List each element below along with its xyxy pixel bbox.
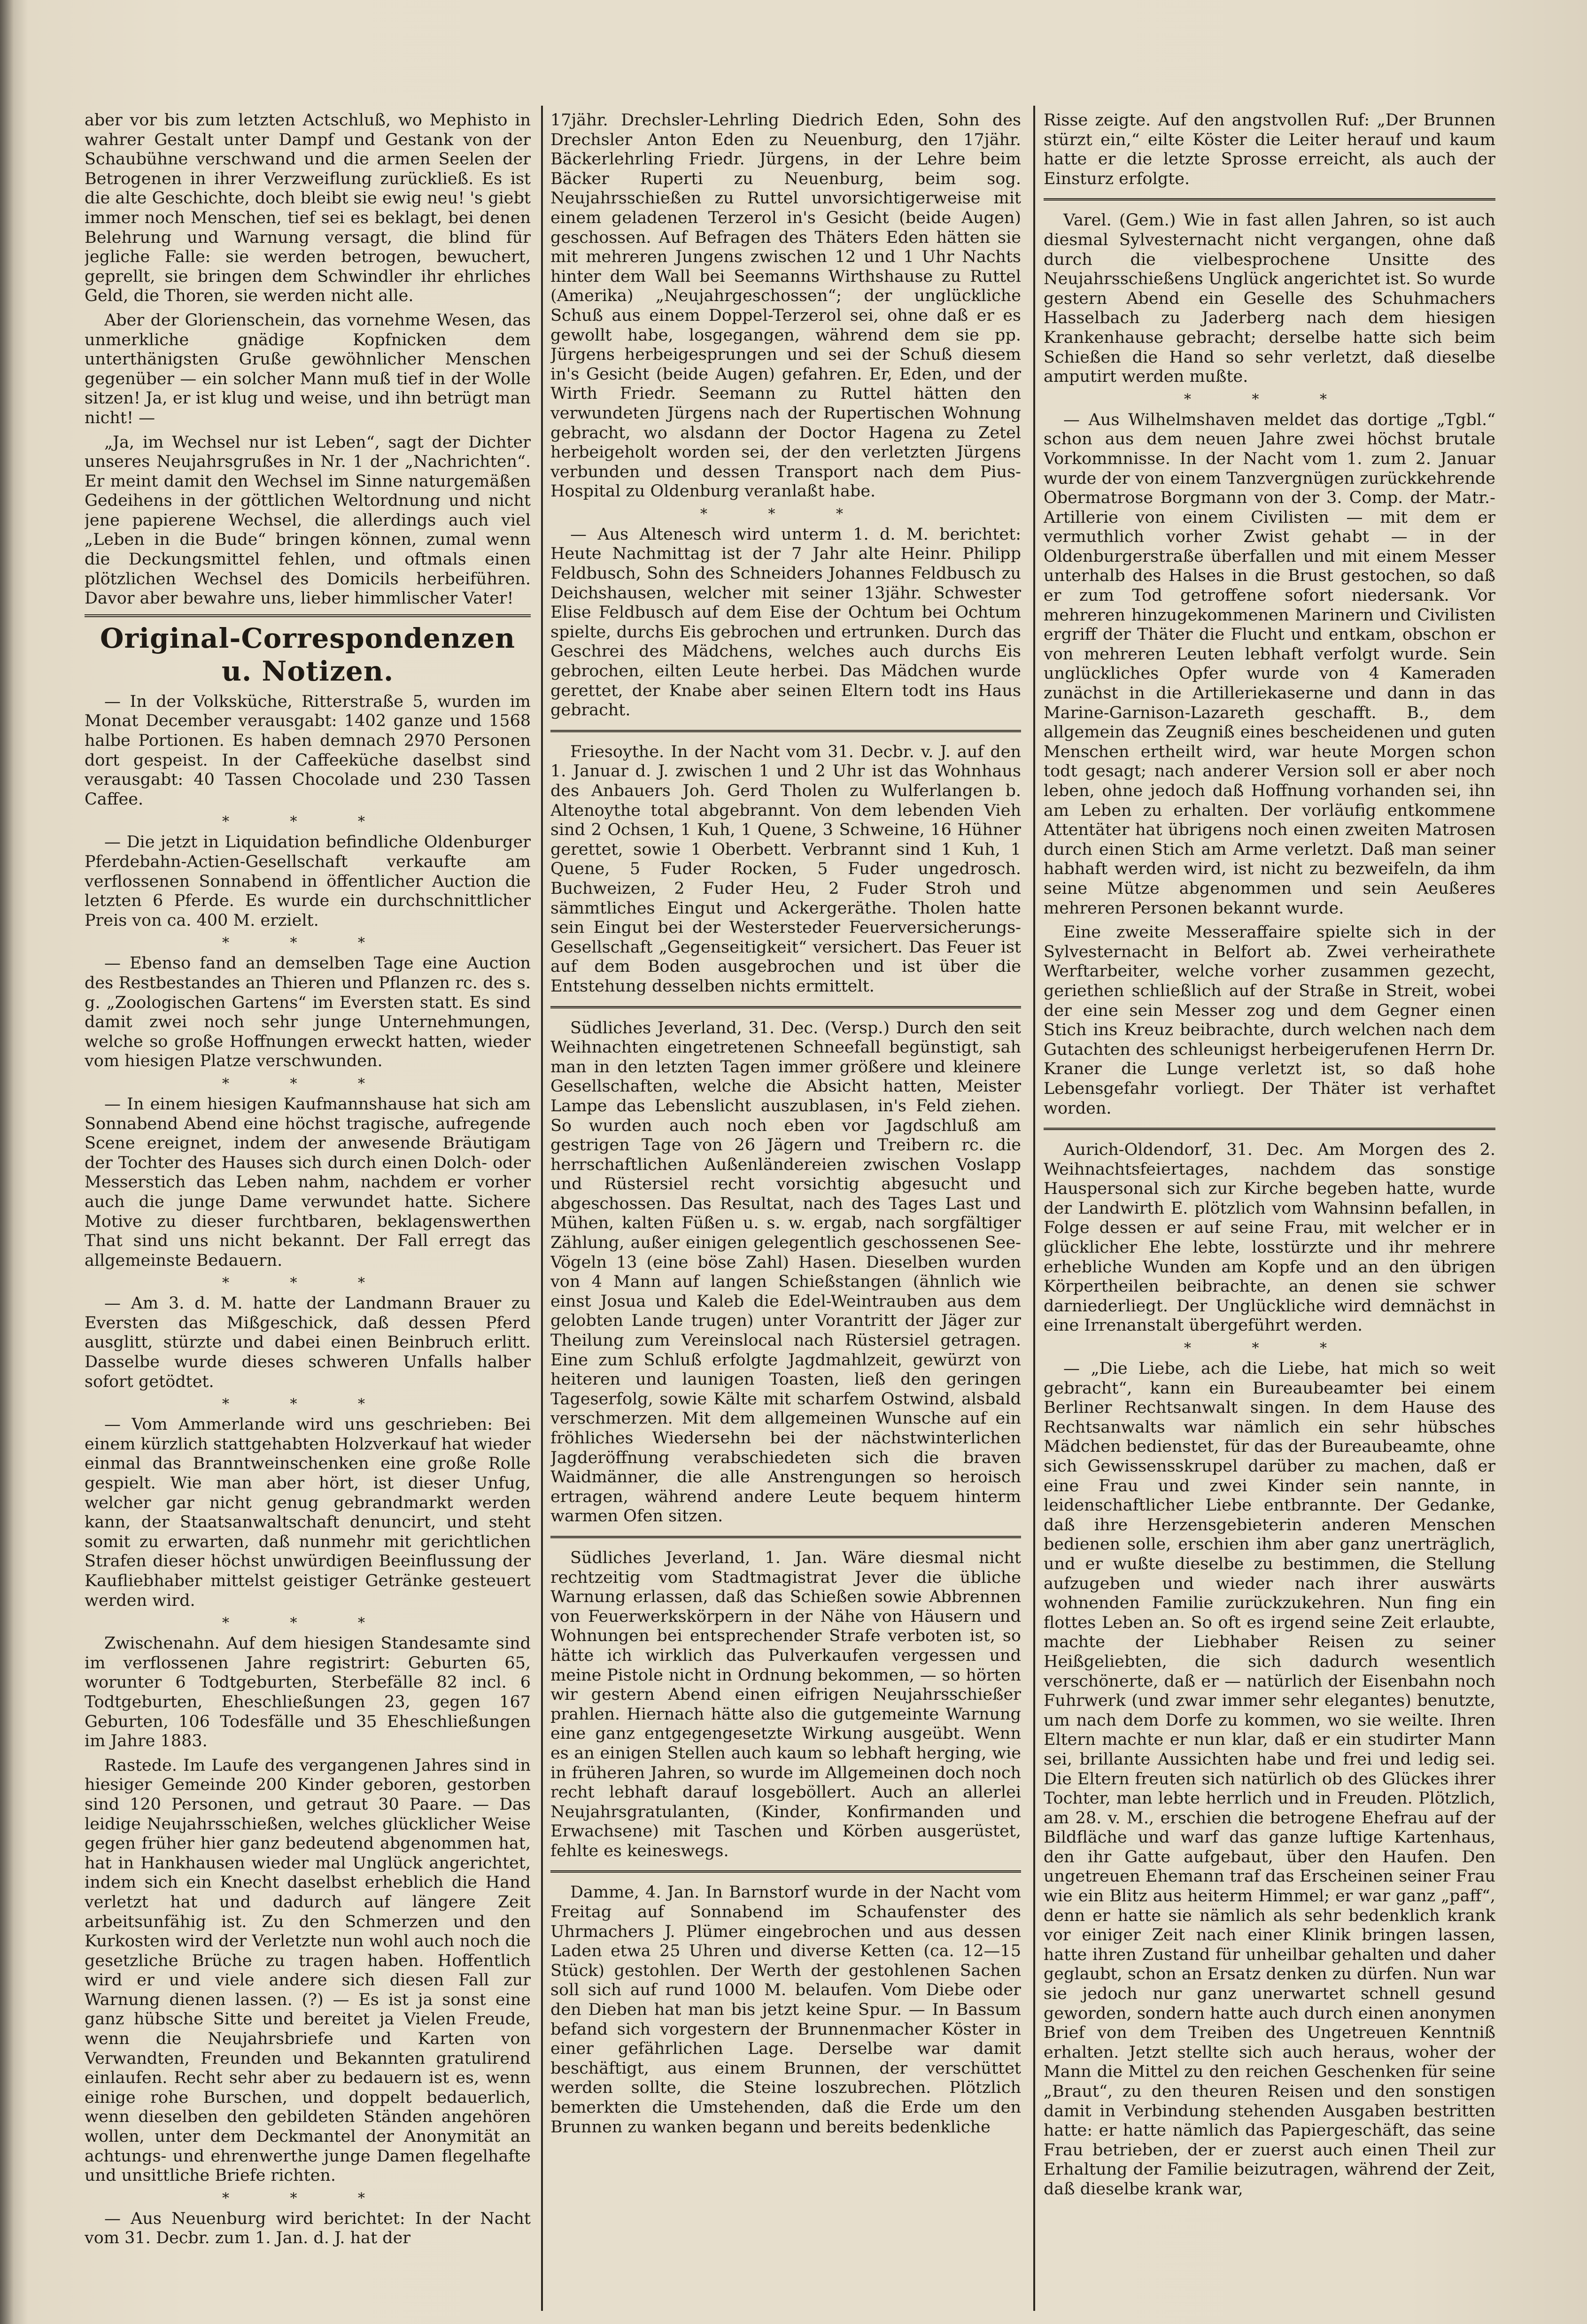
section-title: Original-Correspondenzen u. Notizen. bbox=[85, 614, 531, 688]
notice: Eine zweite Messeraffaire spielte sich in der Sylvesternacht in Belfort ab. Zwei verheirathete Werftarbeiter, welche vorher zusammen gezecht, geriethen schließlich auf der Straße in Streit, wobei der eine sein Messer zog und dem Gegner einen Stich ins Kreuz beibrachte, durch welchen nach dem Gutachten des schleunigst herbeigerufenen Herrn Dr. Kraner die Lunge verletzt ist, so daß hohe Lebensgefahr vorliegt. Der Thäter ist verhaftet worden. bbox=[1044, 923, 1495, 1118]
separator-stars: * * * bbox=[222, 1275, 394, 1292]
article-divider bbox=[550, 730, 1021, 732]
notice: — Aus Wilhelmshaven meldet das dortige „Tgbl.“ schon aus dem neuen Jahre zwei höchst brutale Vorkommnisse. In der Nacht vom 1. zum 2. Januar wurde der von einem Tanzvergnügen zurückkehrende Obermatrose Borgmann von der 3. Comp. der Matr.-Artillerie von einem Civilisten — mit dem er vermuthlich vorher Zwist gehabt — in der Oldenburgerstraße überfallen und mit einem Messer unterhalb des Halses in die Brust gestochen, so daß er zum Tod getroffene sofort niedersank. Vor mehreren hinzugekommenen Marinern und Civilisten ergriff der Thäter die Flucht und entkam, obschon er von mehreren Leuten lebhaft verfolgt wurde. Sein unglückliches Opfer wurde von 4 Kameraden zunächst in die Artilleriekaserne und dann in das Marine-Garnison-Lazareth geschafft. B., dem allgemein das Zeugniß eines bescheidenen und guten Menschen ertheilt wird, war heute Morgen schon todt gesagt; nach anderer Version soll er aber noch leben, ohne jedoch daß Hoffnung vorhanden sei, ihn am Leben zu erhalten. Der vorläufig entkommene Attentäter hat übrigens noch einen zweiten Matrosen durch einen Stich am Arme verletzt. Daß man seiner habhaft werden wird, ist nicht zu bezweifeln, da ihm seine Mütze abgenommen und sein Aeußeres mehreren Personen bekannt wurde. bbox=[1044, 410, 1495, 918]
article-text: Risse zeigte. Auf den angstvollen Ruf: „Der Brunnen stürzt ein,“ eilte Köster die Leiter herauf und kaum hatte er die letzte Sprosse erreicht, als auch der Einsturz erfolgte. bbox=[1044, 111, 1495, 188]
article-divider bbox=[1044, 198, 1495, 201]
article-text: 17jähr. Drechsler-Lehrling Diedrich Eden, Sohn des Drechsler Anton Eden zu Neuenburg, den 17jähr. Bäckerlehrling Friedr. Jürgens, in der Lehre beim Bäcker Ruperti zu Neuenburg, beim sog. Neujahrsschießen zu Ruttel unvorsichtigerweise mit einem geladenen Terzerol in's Gesicht (beide Augen) geschossen. Auf Befragen des Thäters Eden hätten sie mit mehreren Jungens zwischen 12 und 1 Uhr Nachts hinter dem Wall bei Seemanns Wirthshause zu Ruttel (Amerika) „Neujahrgeschossen“; der unglückliche Schuß aus einem Doppel-Terzerol sei, ohne daß er es gewollt habe, losgegangen, während dem sie pp. Jürgens herbeigesprungen und sei der Schuß diesem in's Gesicht (beide Augen) gefahren. Er, Eden, und der Wirth Friedr. Seemann zu Ruttel hätten den verwundeten Jürgens nach der Rupertischen Wohnung gebracht, wo alsdann der Doctor Hagena zu Zetel herbeigeholt worden sei, der den verletzten Jürgens verbunden und dessen Transport nach dem Pius-Hospital zu Oldenburg veranlaßt habe. bbox=[550, 111, 1021, 501]
separator-stars: * * * bbox=[222, 1396, 394, 1413]
separator-stars: * * * bbox=[1184, 391, 1355, 408]
column-rule bbox=[1033, 106, 1035, 2311]
notice: Damme, 4. Jan. In Barnstorf wurde in der Nacht vom Freitag auf Sonnabend im Schaufenster des Uhrmachers J. Plümer eingebrochen und aus dessen Laden etwa 25 Uhren und diverse Ketten (ca. 12—15 Stück) gestohlen. Der Werth der gestohlenen Sachen soll sich auf rund 1000 M. belaufen. Vom Diebe oder den Dieben hat man bis jetzt keine Spur. — In Bassum befand sich vorgestern der Brunnenmacher Köster in einer gefährlichen Lage. Derselbe war damit beschäftigt, aus einem Brunnen, der verschüttet werden sollte, die Steine loszubrechen. Plötzlich bemerkten die Umstehenden, daß die Erde um den Brunnen zu wanken begann und bereits bedenkliche bbox=[550, 1883, 1021, 2137]
notice: Südliches Jeverland, 31. Dec. (Versp.) Durch den seit Weihnachten eingetretenen Schneefall begünstigt, sah man in den letzten Tagen immer größere und kleinere Gesellschaften, welche die Absicht hatten, Meister Lampe das Lebenslicht auszublasen, in's Feld ziehen. So wurden auch noch eben vor Jagdschluß am gestrigen Tage von 26 Jägern und Treibern rc. die herrschaftlichen Außenländereien zwischen Voslapp und Rüstersiel recht vorsichtig abgesucht und abgeschossen. Das Resultat, nach des Tages Last und Mühen, kalten Füßen u. s. w. ergab, nach sorgfältiger Zählung, außer einigen gelegentlich geschossenen See-Vögeln 13 (eine böse Zahl) Hasen. Dieselben wurden von 4 Mann auf langen Schießstangen (ähnlich wie einst Josua und Kaleb die Edel-Weintrauben aus dem gelobten Lande trugen) unter Vorantritt der Jäger zur Theilung zum Vereinslocal nach Rüstersiel getragen. Eine zum Schluß erfolgte Jagdmahlzeit, gewürzt von heiteren und launigen Toasten, ließ den geringen Tageserfolg, sowie Kälte mit scharfem Ostwind, alsbald verschmerzen. Mit dem allgemeinen Wunsche auf ein fröhliches Wiedersehn bei der nächstwinterlichen Jagderöffnung verabschiedeten sich die braven Waidmänner, die alle Anstrengungen so heroisch ertragen, während andere Leute bequem hinterm warmen Ofen sitzen. bbox=[550, 1018, 1021, 1526]
notice: — Die jetzt in Liquidation befindliche Oldenburger Pferdebahn-Actien-Gesellschaft verkaufte am verflossenen Sonnabend in öffentlicher Auction die letzten 6 Pferde. Es wurde ein durchschnittlicher Preis von ca. 400 M. erzielt. bbox=[85, 833, 531, 930]
column-1 bbox=[85, 111, 531, 2305]
notice: — In einem hiesigen Kaufmannshause hat sich am Sonnabend Abend eine höchst tragische, aufregende Scene ereignet, indem der anwesende Bräutigam der Tochter des Hauses sich durch einen Dolch- oder Messerstich das Leben nahm, nachdem er vorher auch die junge Dame verwundet hatte. Sichere Motive zu dieser furchtbaren, beklagenswerthen That sind uns nicht bekannt. Der Fall erregt das allgemeinste Bedauern. bbox=[85, 1094, 531, 1270]
notice: Varel. (Gem.) Wie in fast allen Jahren, so ist auch diesmal Sylvesternacht nicht vergangen, ohne daß durch die vielbesprochene Unsitte des Neujahrsschießens Unglück angerichtet ist. So wurde gestern Abend ein Geselle des Schuhmachers Hasselbach zu Jaderberg nach dem hiesigen Krankenhause gebracht; derselbe hatte sich beim Schießen die Hand so sehr verletzt, daß dieselbe amputirt werden mußte. bbox=[1044, 211, 1495, 387]
separator-stars: * * * bbox=[1184, 1340, 1355, 1357]
notice: Friesoythe. In der Nacht vom 31. Decbr. v. J. auf den 1. Januar d. J. zwischen 1 und 2 Uhr ist das Wohnhaus des Anbauers Joh. Gerd Tholen zu Wulferlangen b. Altenoythe total abgebrannt. Von dem lebenden Vieh sind 2 Ochsen, 1 Kuh, 1 Quene, 3 Schweine, 16 Hühner gerettet, sowie 1 Oberbett. Verbrannt sind 1 Kuh, 1 Quene, 5 Fuder Rocken, 5 Fuder ungedrosch. Buchweizen, 2 Fuder Heu, 2 Fuder Stroh und sämmtliches Eingut und Ackergeräthe. Tholen hatte sein Eingut bei der Westersteder Feuerversicherungs-Gesellschaft „Gegenseitigkeit“ versichert. Das Feuer ist auf dem Boden ausgebrochen und ist über die Entstehung desselben nichts ermittelt. bbox=[550, 742, 1021, 996]
notice: — „Die Liebe, ach die Liebe, hat mich so weit gebracht“, kann ein Bureaubeamter bei einem Berliner Rechtsanwalt singen. In dem Hause des Rechtsanwalts war nämlich ein sehr hübsches Mädchen bedienstet, für das der Bureaubeamte, ohne sich Gewissensskrupel darüber zu machen, daß er eine Frau und zwei Kinder sein nannte, in leidenschaftlicher Liebe entbrannte. Der Gedanke, daß ihre Herzensgebieterin anderen Menschen bedienen solle, erschien ihm aber ganz unerträglich, und er wußte dieselbe zu bestimmen, die Stellung aufzugeben und wieder nach ihrer auswärts wohnenden Familie zurückzukehren. Nun fing ein flottes Leben an. So oft es irgend seine Zeit erlaubte, machte der Liebhaber Reisen zu seiner Heißgeliebten, die sich dadurch wesentlich verschönerte, daß er — natürlich der Eisenbahn noch Fuhrwerk (und zwar immer sehr elegantes) benutzte, um nach dem Dorfe zu kommen, wo sie weilte. Ihren Eltern machte er nun klar, daß er ein studirter Mann sei, brillante Aussichten habe und frei und ledig sei. Die Eltern freuten sich natürlich ob des Glückes ihrer Tochter, man lebte herrlich und in Freuden. Plötzlich, am 28. v. M., erschien die betrogene Ehefrau auf der Bildfläche und warf das ganze luftige Kartenhaus, den ihr Gatte aufgebaut, über den Haufen. Den ungetreuen Ehemann traf das Erscheinen seiner Frau wie ein Blitz aus heiterm Himmel; er war ganz „paff“, denn er hatte sie nämlich als sehr bedenklich krank vor einiger Zeit nach einer Klinik bringen lassen, hatte ihren Zustand für unheilbar gehalten und daher geglaubt, schon an Ersatz denken zu dürfen. Nun war sie jedoch nur ganz unerwartet schnell gesund geworden, sondern hatte auch durch einen anonymen Brief von dem Treiben des Ungetreuen Kenntniß erhalten. Jetzt stellte sich auch heraus, woher der Mann die Mittel zu den reichen Geschenken für seine „Braut“, zu den theuren Reisen und den sonstigen damit in Verbindung stehenden Ausgaben bestritten hatte: er hatte nämlich das Papiergeschäft, das seine Frau betrieben, der er zuerst auch einen Theil zur Erhaltung der Familie beizutragen, während der Zeit, daß dieselbe krank war, bbox=[1044, 1359, 1495, 2199]
separator-stars: * * * bbox=[222, 935, 394, 952]
separator-stars: * * * bbox=[222, 1075, 394, 1092]
notice: — Ebenso fand an demselben Tage eine Auction des Restbestandes an Thieren und Pflanzen rc. des s. g. „Zoologischen Gartens“ im Eversten statt. Es sind damit zwei noch sehr junge Unternehmungen, welche so große Hoffnungen erweckt hatten, wieder vom hiesigen Platze verschwunden. bbox=[85, 954, 531, 1071]
article-text: Aber der Glorienschein, das vornehme Wesen, das unmerkliche gnädige Kopfnicken dem unterthänigsten Gruße gewöhnlicher Menschen gegenüber — ein solcher Mann muß tief in der Wolle sitzen! Ja, er ist klug und weise, und ihn betrügt man nicht! — bbox=[85, 310, 531, 427]
notice: Aurich-Oldendorf, 31. Dec. Am Morgen des 2. Weihnachtsfeiertages, nachdem das sonstige Hauspersonal sich zur Kirche begeben hatte, wurde der Landwirth E. plötzlich vom Wahnsinn befallen, in Folge dessen er auf seine Frau, mit welcher er in glücklicher Ehe lebte, losstürzte und ihr mehrere erhebliche Wunden am Kopfe und an den übrigen Körpertheilen beibrachte, an denen sie schwer darniederliegt. Der Unglückliche wird demnächst in eine Irrenanstalt übergeführt werden. bbox=[1044, 1140, 1495, 1335]
separator-stars: * * * bbox=[222, 1615, 394, 1632]
column-rule bbox=[541, 106, 543, 2311]
page-binding-edge bbox=[0, 0, 14, 2324]
notice: — Aus Altenesch wird unterm 1. d. M. berichtet: Heute Nachmittag ist der 7 Jahr alte Heinr. Philipp Feldbusch, Sohn des Schneiders Johannes Feldbusch zu Deichshausen, welcher mit seiner 13jähr. Schwester Elise Feldbusch auf dem Eise der Ochtum bei Ochtum spielte, durchs Eis gebrochen und ertrunken. Durch das Geschrei des Mädchens, welches auch durchs Eis gebrochen, eilten Leute herbei. Das Mädchen wurde gerettet, der Knabe aber seinen Eltern todt ins Haus gebracht. bbox=[550, 525, 1021, 720]
notice: — Vom Ammerlande wird uns geschrieben: Bei einem kürzlich stattgehabten Holzverkauf hat wieder einmal das Branntweinschenken eine große Rolle gespielt. Wie man aber hört, ist dieser Unfug, welcher gar nicht genug gebrandmarkt werden kann, der Staatsanwaltschaft denuncirt, und steht somit zu erwarten, daß nunmehr mit gerichtlichen Strafen dieser höchst unwürdigen Beeinflussung der Kaufliebhaber mittelst geistiger Getränke gesteuert werden wird. bbox=[85, 1415, 531, 1610]
notice: Südliches Jeverland, 1. Jan. Wäre diesmal nicht rechtzeitig vom Stadtmagistrat Jever die übliche Warnung erlassen, daß das Schießen sowie Abbrennen von Feuerwerkskörpern in der Nähe von Häusern und Wohnungen bei entsprechender Strafe verboten ist, so hätte ich wirklich das Pulverkaufen vergessen und meine Pistole nicht in Ordnung bekommen, — so hörten wir gestern Abend einen eifrigen Neujahrsschießer prahlen. Hiernach hätte also die gutgemeinte Warnung eine ganz entgegengesetzte Wirkung ausgeübt. Wenn es an einigen Stellen auch kaum so lebhaft herging, wie in früheren Jahren, so wurde im Allgemeinen doch noch recht lebhaft darauf losgeböllert. Auch an allerlei Neujahrsgratulanten, (Kinder, Konfirmanden und Erwachsene) mit Taschen und Körben ausgerüstet, fehlte es keineswegs. bbox=[550, 1548, 1021, 1860]
notice: Rastede. Im Laufe des vergangenen Jahres sind in hiesiger Gemeinde 200 Kinder geboren, gestorben sind 120 Personen, und getraut 30 Paare. — Das leidige Neujahrsschießen, welches glücklicher Weise gegen früher hier ganz bedeutend abgenommen hat, hat in Hankhausen wieder mal Unglück angerichtet, indem sich ein Knecht daselbst erheblich die Hand verletzt hat und dadurch auf längere Zeit arbeitsunfähig ist. Zu den Schmerzen und den Kurkosten wird der Verletzte nun wohl auch noch die gesetzliche Brüche zu tragen haben. Hoffentlich wird er und viele andere sich diesen Fall zur Warnung dienen lassen. (?) — Es ist ja sonst eine ganz hübsche Sitte und bereitet ja Vielen Freude, wenn die Neujahrsbriefe und Karten von Verwandten, Freunden und Bekannten gratulirend einlaufen. Recht sehr aber zu bedauern ist es, wenn einige rohe Burschen, und doppelt bedauerlich, wenn dieselben den gebildeten Ständen angehören wollen, unter dem Deckmantel der Anonymität an achtungs- und ehrenwerthe junge Damen flegelhafte und unsittliche Briefe richten. bbox=[85, 1756, 531, 2185]
article-divider bbox=[550, 1870, 1021, 1873]
separator-stars: * * * bbox=[700, 505, 872, 522]
article-divider bbox=[550, 1536, 1021, 1538]
article-text: „Ja, im Wechsel nur ist Leben“, sagt der Dichter unseres Neujahrsgrußes in Nr. 1 der „Nachrichten“. Er meint damit den Wechsel im Sinne naturgemäßen Gedeihens in der göttlichen Weltordnung und nicht jene papierene Wechsel, die allerdings auch viel „Leben in die Bude“ bringen können, zumal wenn die Deckungsmittel fehlen, und oftmals einen plötzlichen Wechsel des Domicils herbeiführen. Davor aber bewahre uns, lieber himmlischer Vater! bbox=[85, 433, 531, 608]
separator-stars: * * * bbox=[222, 813, 394, 830]
article-text: aber vor bis zum letzten Actschluß, wo Mephisto in wahrer Gestalt unter Dampf und Gestank von der Schaubühne verschwand und die armen Seelen der Betrogenen in ihrer Verzweiflung zurückließ. Es ist die alte Geschichte, doch bleibt sie ewig neu! 's giebt immer noch Menschen, tief sei es beklagt, bei denen Belehrung und Warnung versagt, die blind für jegliche Falle: sie werden betrogen, bewuchert, geprellt, sie bringen dem Schwindler ihr ehrliches Geld, die Thoren, sie werden nicht alle. bbox=[85, 111, 531, 306]
column-2 bbox=[550, 111, 1021, 2305]
notice: — Am 3. d. M. hatte der Landmann Brauer zu Eversten das Mißgeschick, daß dessen Pferd ausglitt, stürzte und dabei einen Beinbruch erlitt. Dasselbe wurde dieses schweren Unfalls halber sofort getödtet. bbox=[85, 1294, 531, 1391]
column-3 bbox=[1044, 111, 1495, 2305]
article-divider bbox=[1044, 1128, 1495, 1130]
notice: — In der Volksküche, Ritterstraße 5, wurden im Monat December verausgabt: 1402 ganze und 1568 halbe Portionen. Es haben demnach 2970 Personen dort gespeist. In der Caffeeküche daselbst sind verausgabt: 40 Tassen Chocolade und 230 Tassen Caffee. bbox=[85, 692, 531, 809]
separator-stars: * * * bbox=[222, 2190, 394, 2207]
notice: — Aus Neuenburg wird berichtet: In der Nacht vom 31. Decbr. zum 1. Jan. d. J. hat der bbox=[85, 2209, 531, 2248]
article-divider bbox=[550, 1006, 1021, 1008]
notice: Zwischenahn. Auf dem hiesigen Standesamte sind im verflossenen Jahre registrirt: Geburten 65, worunter 6 Todtgeburten, Sterbefälle 82 incl. 6 Todtgeburten, Eheschließungen 23, gegen 167 Geburten, 106 Todesfälle und 35 Eheschließungen im Jahre 1883. bbox=[85, 1634, 531, 1751]
